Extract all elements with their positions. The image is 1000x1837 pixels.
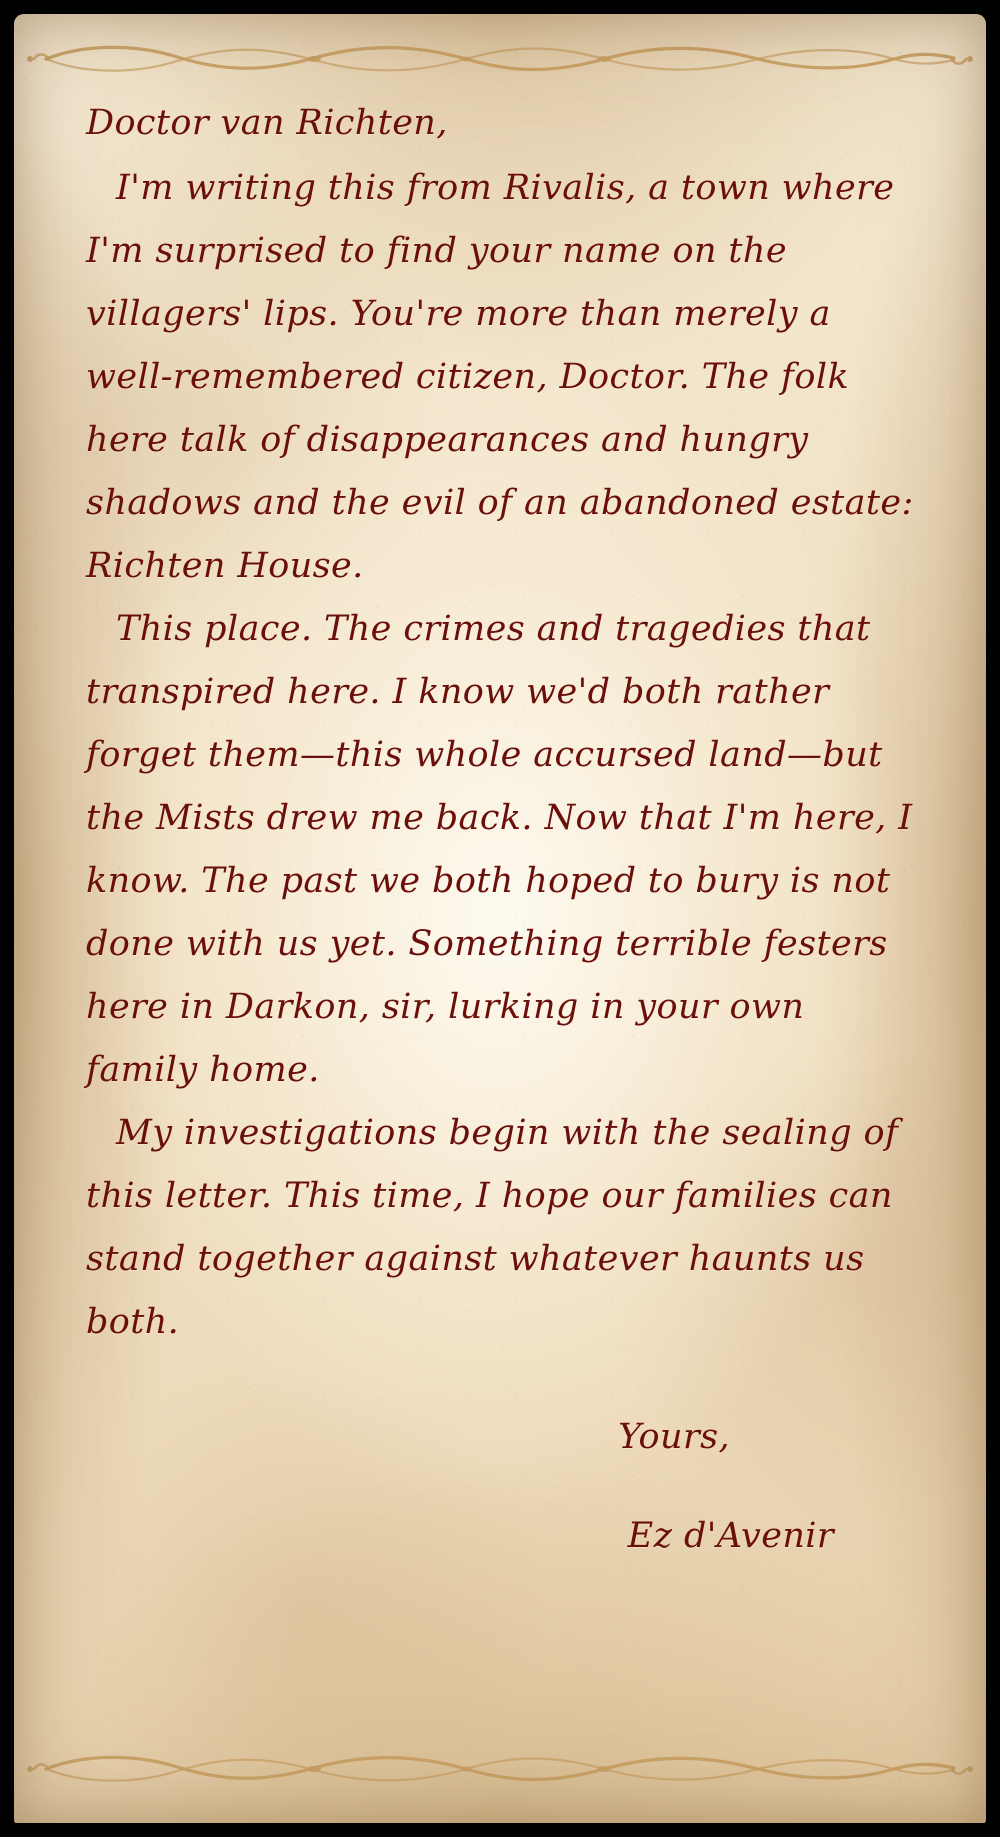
letter-salutation: Doctor van Richten, [86,103,448,143]
letter-paragraph-2: This place. The crimes and tragedies that transpired here. I know we'd both rather forget them—this whole accursed land—but the Mists drew me back. Now that I'm here, I know. The past we both hoped to bury is not done with us yet. Something terrible festers here in Darkon, sir, lurking in your own family home. [86,609,913,1090]
parchment-page [14,14,986,1824]
page-bottom-edge [0,1823,1000,1837]
bottom-flourish-divider [14,1742,986,1794]
letter-signature: Ez d'Avenir [627,1516,834,1556]
letter-signature-block [86,1406,920,1568]
vine-flourish-icon [14,1742,986,1794]
letter-paragraph-3: My investigations begin with the sealing of this letter. This time, I hope our families can stand together against whatever haunts us both. [86,1113,899,1342]
letter-closing: Yours, [618,1417,730,1457]
letter-paragraph-1: I'm writing this from Rivalis, a town where I'm surprised to find your name on the villagers' lips. You're more than merely a well-remembered citizen, Doctor. The folk here talk of disappearances and hungry shadows and the evil of an abandoned estate: Richten House. [86,168,914,586]
vine-flourish-icon [14,32,986,84]
top-flourish-divider [14,32,986,84]
letter-body [14,92,986,1568]
